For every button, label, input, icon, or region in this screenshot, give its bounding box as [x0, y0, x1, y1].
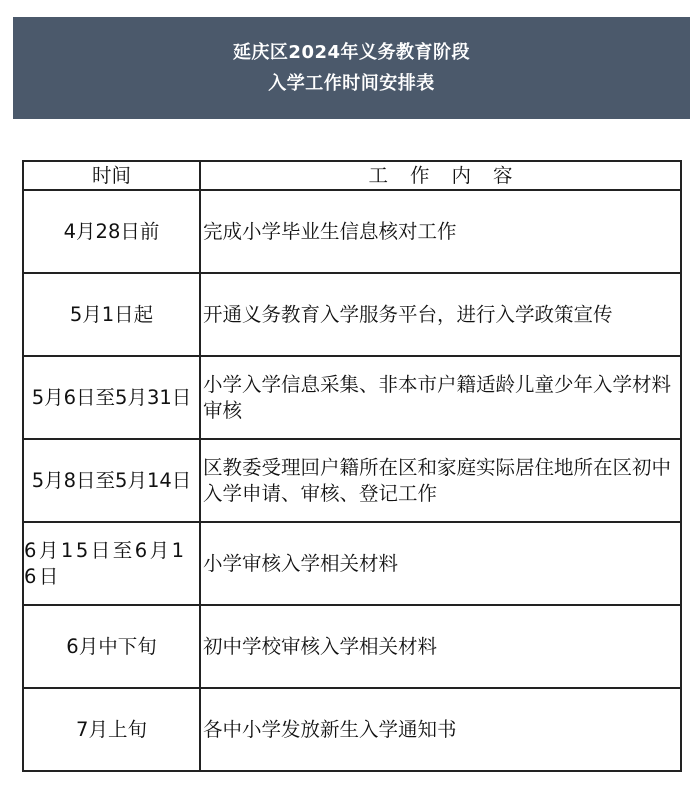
row-task: 开通义务教育入学服务平台，进行入学政策宣传 — [200, 273, 681, 356]
row-time: 5月6日至5月31日 — [23, 356, 200, 439]
title-banner — [13, 17, 690, 119]
title-line-1: 延庆区2024年义务教育阶段 — [232, 42, 471, 63]
row-task: 初中学校审核入学相关材料 — [200, 605, 681, 688]
row-time: 6月15日至6月16日 — [23, 522, 200, 605]
row-time: 5月1日起 — [23, 273, 200, 356]
table-row — [23, 522, 681, 605]
row-task: 区教委受理回户籍所在区和家庭实际居住地所在区初中入学申请、审核、登记工作 — [200, 439, 681, 522]
table-row — [23, 688, 681, 771]
row-task: 各中小学发放新生入学通知书 — [200, 688, 681, 771]
header-task: 工作内容 — [200, 161, 681, 190]
row-task: 完成小学毕业生信息核对工作 — [200, 190, 681, 273]
header-time: 时间 — [23, 161, 200, 190]
row-time: 4月28日前 — [23, 190, 200, 273]
table-row — [23, 439, 681, 522]
schedule-table — [22, 160, 682, 772]
table-row — [23, 605, 681, 688]
row-task: 小学审核入学相关材料 — [200, 522, 681, 605]
row-time: 5月8日至5月14日 — [23, 439, 200, 522]
table-header-row — [23, 161, 681, 190]
title-line-2: 入学工作时间安排表 — [268, 73, 435, 94]
table-row — [23, 356, 681, 439]
table-row — [23, 190, 681, 273]
row-time: 7月上旬 — [23, 688, 200, 771]
row-task: 小学入学信息采集、非本市户籍适龄儿童少年入学材料审核 — [200, 356, 681, 439]
row-time: 6月中下旬 — [23, 605, 200, 688]
table-row — [23, 273, 681, 356]
